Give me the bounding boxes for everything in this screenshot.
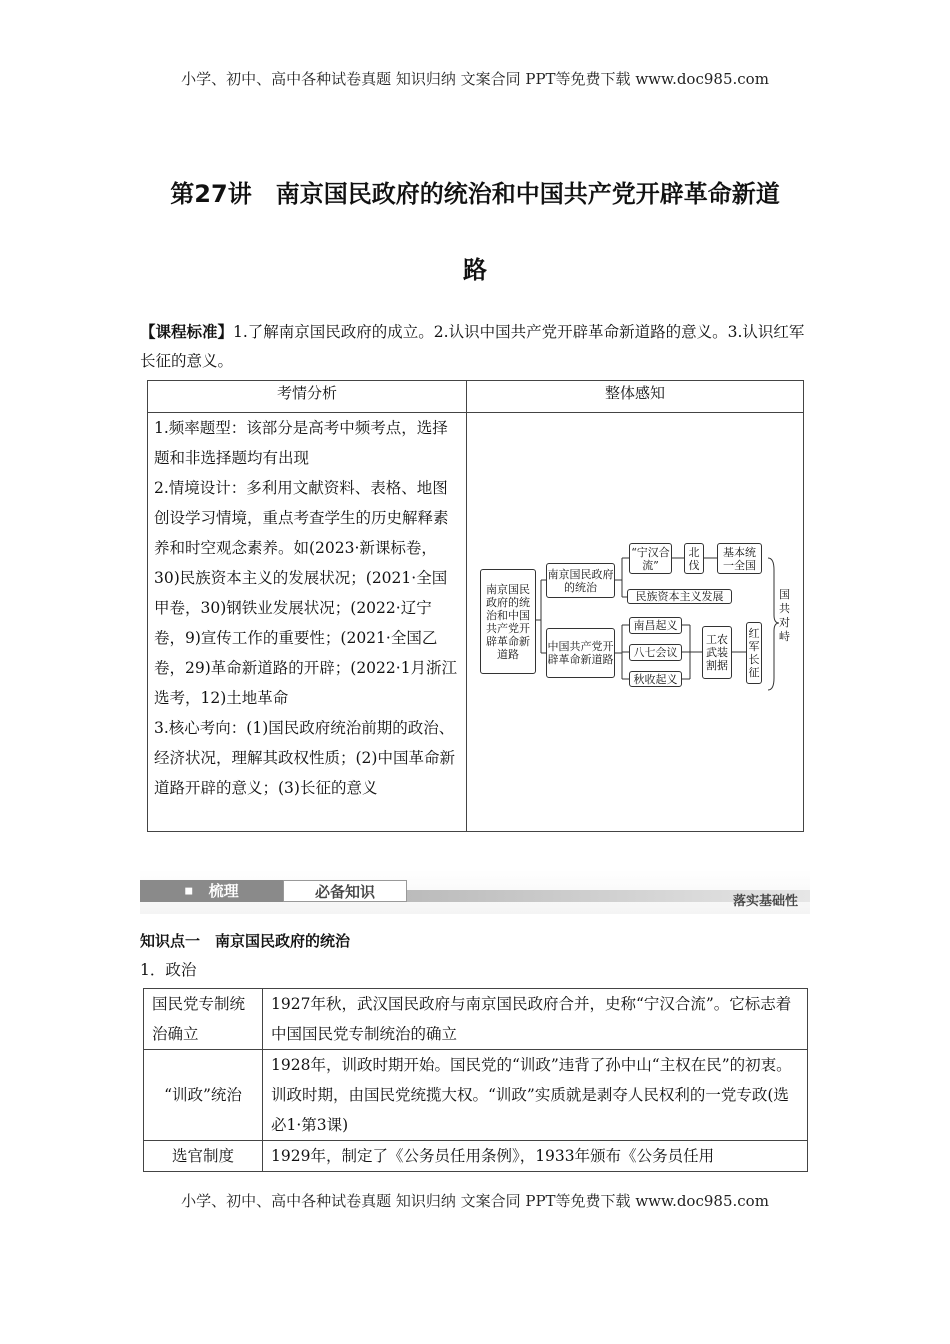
standard-label: 【课程标准】	[140, 323, 234, 341]
politics-table	[143, 988, 808, 1172]
page-title-line2: 路	[463, 256, 487, 284]
page-header: 小学、初中、高中各种试卷真题 知识归纳 文案合同 PPT等免费下载 www.doc985.com	[181, 70, 769, 88]
subheading-politics: 1．政治	[140, 961, 197, 979]
section-tab-knowledge: 必备知识	[283, 880, 407, 902]
diagram-kmt-ccp-standoff: 国共对峙	[779, 588, 790, 643]
diagram-nanchang: 南昌起义	[629, 617, 682, 634]
knowledge-point-title: 知识点一 南京国民政府的统治	[140, 932, 351, 950]
section-right-label: 落实基础性	[732, 894, 798, 909]
diagram-nanjing-rule: 南京国民政府的统治	[546, 563, 615, 598]
page-footer: 小学、初中、高中各种试卷真题 知识归纳 文案合同 PPT等免费下载 www.doc985.com	[181, 1192, 769, 1210]
square-icon: ■	[184, 886, 193, 897]
header-analysis: 考情分析	[148, 381, 467, 413]
header-overview: 整体感知	[467, 381, 804, 413]
diagram-autumn-harvest: 秋收起义	[629, 671, 682, 687]
diagram-unification: 基本统一全国	[717, 543, 762, 574]
row-value: 1927年秋，武汉国民政府与南京国民政府合并，史称“宁汉合流”。它标志着中国国民党专制统治的确立	[263, 989, 808, 1050]
diagram-northern-expedition: 北伐	[684, 543, 704, 574]
section-banner	[140, 870, 810, 914]
section-tab-sort-label: 梳理	[208, 882, 239, 900]
diagram-root: 南京国民政府的统治和中国共产党开辟革命新道路	[480, 569, 536, 674]
standard-text: 1.了解南京国民政府的成立。2.认识中国共产党开辟革命新道路的意义。3.认识红军长征的意义。	[140, 323, 805, 370]
row-value: 1928年，训政时期开始。国民党的“训政”违背了孙中山“主权在民”的初衷。训政时期，由国民党统揽大权。“训政”实质就是剥夺人民权利的一党专政(选必1·第3课)	[263, 1050, 808, 1141]
row-key: 选官制度	[144, 1141, 263, 1172]
row-key: “训政”统治	[144, 1050, 263, 1141]
table-row	[144, 1050, 808, 1141]
diagram-august7: 八七会议	[629, 644, 682, 661]
analysis-cell: 1.频率题型：该部分是高考中频考点，选择题和非选择题均有出现 2.情境设计：多利用文献资料、表格、地图创设学习情境，重点考查学生的历史解释素养和时空观念素养。如(2023·新课标卷，30)民族资本主义的发展状况；(2021·全国甲卷，30)钢铁业发展状况；(2022·辽宁卷，9)宣传工作的重要性；(2021·全国乙卷，29)革命新道路的开辟；(2022·1月浙江选考，12)土地革命 3.核心考向：(1)国民政府统治前期的政治、经济状况，理解其政权性质；(2)中国革命新道路开辟的意义；(3)长征的意义	[148, 413, 467, 832]
page-title: 第27讲 南京国民政府的统治和中国共产党开辟革命新道	[170, 180, 780, 208]
diagram-ccp-new-road: 中国共产党开辟革命新道路	[546, 628, 615, 678]
diagram-national-capitalism: 民族资本主义发展	[627, 589, 732, 604]
row-value: 1929年，制定了《公务员任用条例》，1933年颁布《公务员任用	[263, 1141, 808, 1172]
table-row	[144, 1141, 808, 1172]
diagram-ninghan: “宁汉合流”	[629, 543, 672, 574]
diagram-long-march: 红军长征	[746, 622, 762, 684]
table-row	[144, 989, 808, 1050]
diagram-armed-separatism: 工农武装割据	[702, 626, 732, 679]
row-key: 国民党专制统治确立	[144, 989, 263, 1050]
section-tab-sort	[140, 880, 283, 902]
